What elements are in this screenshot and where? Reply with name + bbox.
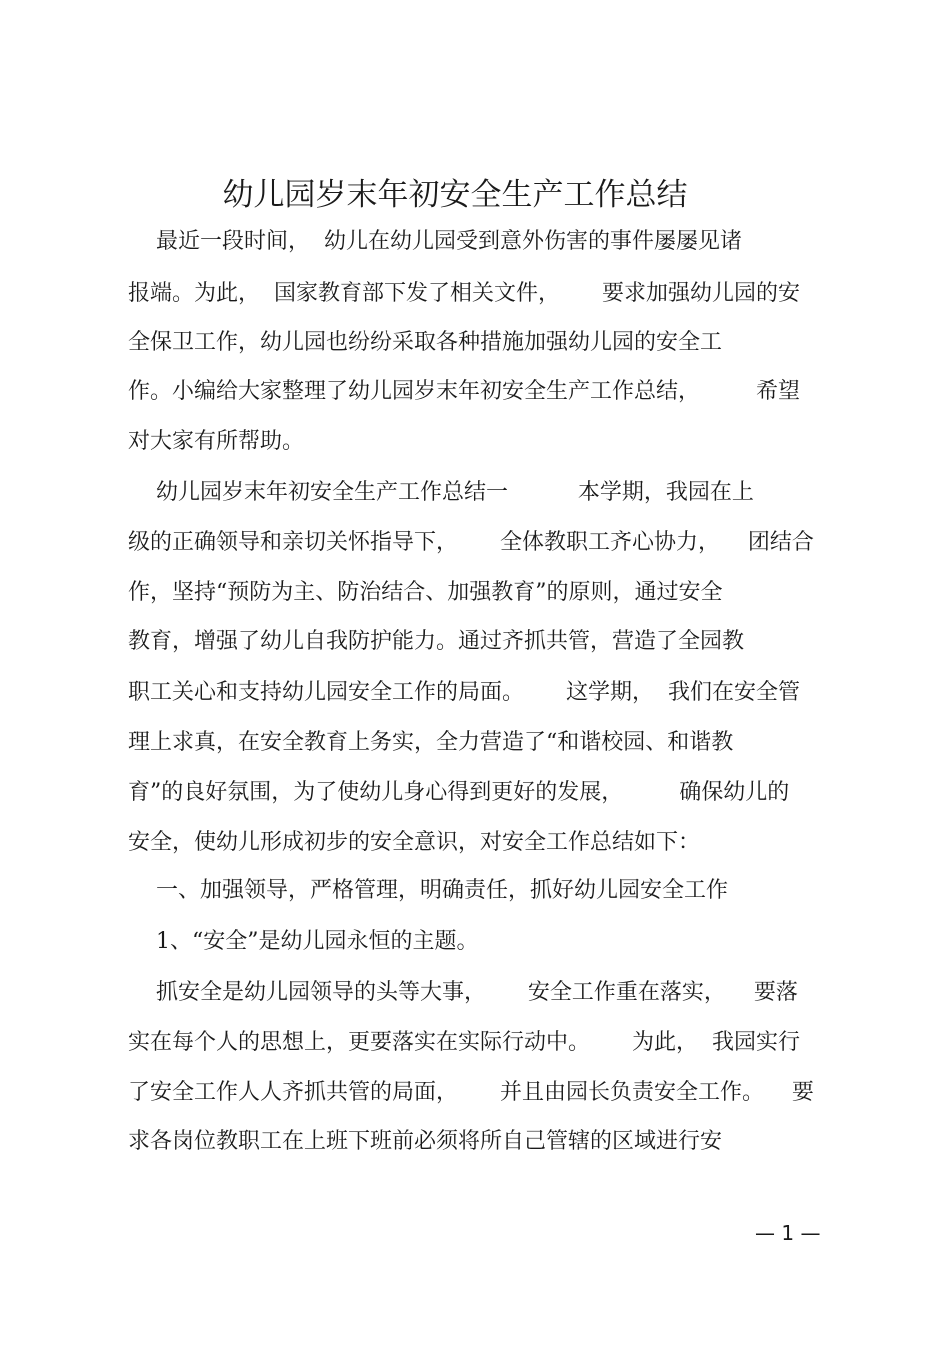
text-line: 报端。为此， 国家教育部下发了相关文件， 要求加强幼儿园的安 xyxy=(128,281,800,306)
text-line: 安全，使幼儿形成初步的安全意识，对安全工作总结如下： xyxy=(128,830,701,855)
text-line: 理上求真，在安全教育上务实，全力营造了“和谐校园、和谐教 xyxy=(128,730,734,755)
text-line: 幼儿园岁末年初安全生产工作总结一 本学期，我园在上 xyxy=(128,480,754,505)
text-line: 实在每个人的思想上，更要落实在实际行动中。 为此， 我园实行 xyxy=(128,1030,800,1055)
text-line: 职工关心和支持幼儿园安全工作的局面。 这学期， 我们在安全管 xyxy=(128,680,800,705)
text-line: 全保卫工作，幼儿园也纷纷采取各种措施加强幼儿园的安全工 xyxy=(128,330,723,355)
text-line: 求各岗位教职工在上班下班前必须将所自己管辖的区域进行安 xyxy=(128,1129,723,1154)
text-line: 教育，增强了幼儿自我防护能力。通过齐抓共管，营造了全园教 xyxy=(128,629,745,654)
document-title: 幼儿园岁末年初安全生产工作总结 xyxy=(222,177,688,213)
text-line: 了安全工作人人齐抓共管的局面， 并且由园长负责安全工作。 要 xyxy=(128,1080,814,1105)
subsection-heading: 1、“安全”是幼儿园永恒的主题。 xyxy=(128,929,479,954)
text-line: 级的正确领导和亲切关怀指导下， 全体教职工齐心协力， 团结合 xyxy=(128,530,814,555)
text-line: 最近一段时间， 幼儿在幼儿园受到意外伤害的事件屡屡见诸 xyxy=(128,229,742,254)
page-number: — 1 — xyxy=(755,1221,821,1245)
text-line: 作，坚持“预防为主、防治结合、加强教育”的原则，通过安全 xyxy=(128,580,723,605)
text-line: 作。小编给大家整理了幼儿园岁末年初安全生产工作总结， 希望 xyxy=(128,379,800,404)
text-line: 抓安全是幼儿园领导的头等大事， 安全工作重在落实， 要落 xyxy=(128,980,798,1005)
text-line: 育”的良好氛围，为了使幼儿身心得到更好的发展， 确保幼儿的 xyxy=(128,780,790,805)
text-line: 对大家有所帮助。 xyxy=(128,429,305,454)
section-heading: 一、加强领导，严格管理，明确责任，抓好幼儿园安全工作 xyxy=(128,878,728,903)
